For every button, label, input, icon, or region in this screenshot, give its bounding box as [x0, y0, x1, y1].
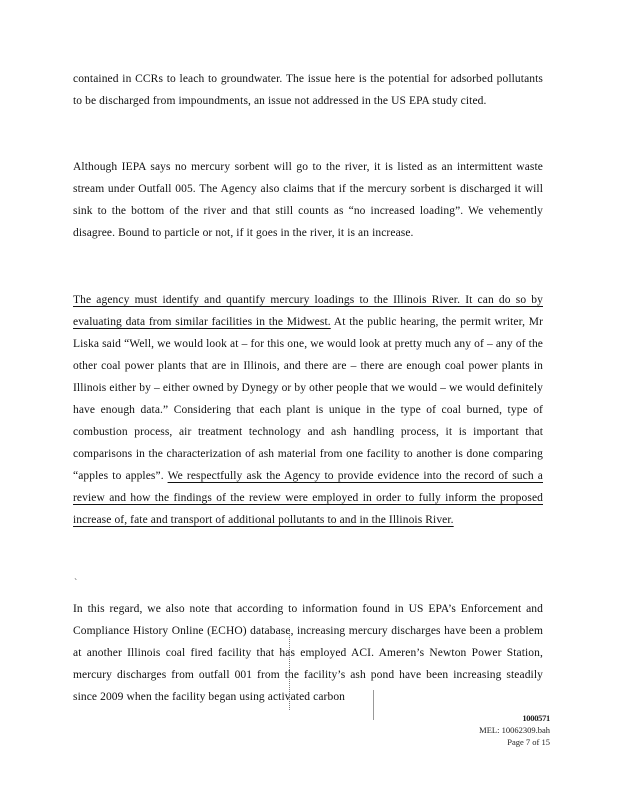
underlined-request: The agency must identify and quantify mercury loadings to the Illinois River. It can do so by evaluating data from similar facilities in the Midwest.	[73, 294, 543, 328]
margin-mark: `	[74, 578, 78, 589]
paragraph-text: contained in CCRs to leach to groundwater. The issue here is the potential for adsorbed pollutants to be discharged from impoundments, an issue not addressed in the US EPA study cited.	[73, 73, 543, 107]
paragraph-loadings	[73, 289, 543, 531]
scan-artifact-line	[289, 630, 290, 710]
paragraph-sorbent	[73, 156, 543, 244]
page-number: Page 7 of 15	[507, 737, 550, 747]
paragraph-text: In this regard, we also note that according to information found in US EPA’s Enforcement and Compliance History Online (ECHO) database, increasing mercury discharges have been a problem at another Illinois coal fired facility that has employed ACI. Ameren’s Newton Power Station, mercury discharges from outfall 001 from the facility’s ash pond have been increasing steadily since 2009 when the facility began using activated carbon	[73, 603, 543, 703]
paragraph-text: Although IEPA says no mercury sorbent will go to the river, it is listed as an intermittent waste stream under Outfall 005. The Agency also claims that if the mercury sorbent is discharged it will sink to the bottom of the river and that still counts as “no increased loading”. We vehemently disagree. Bound to particle or not, if it goes in the river, it is an increase.	[73, 161, 543, 239]
file-reference: MEL: 10062309.bah	[479, 725, 550, 735]
scan-artifact-line	[373, 690, 374, 720]
underlined-request-2: We respectfully ask the Agency to provide evidence into the record of such a review and how the findings of the review were employed in order to fully inform the proposed increase of, fate and transport of additional pollutants to and in the Illinois River.	[73, 470, 543, 526]
paragraph-echo	[73, 598, 543, 708]
paragraph-leach	[73, 68, 543, 112]
paragraph-text: At the public hearing, the permit writer, Mr Liska said “Well, we would look at – for this one, we would look at pretty much any of – any of the other coal power plants that are in Illinois, and there are – there are enough coal power plants in Illinois either by – either owned by Dynegy or by other people that we would – we would definitely have enough data.” Considering that each plant is unique in the type of coal burned, type of combustion process, air treatment technology and ash handling process, it is important that comparisons in the characterization of ash material from one facility to another is done comparing “apples to apples”.	[73, 316, 544, 482]
document-id: 1000571	[522, 713, 550, 723]
page-footer	[479, 712, 550, 748]
